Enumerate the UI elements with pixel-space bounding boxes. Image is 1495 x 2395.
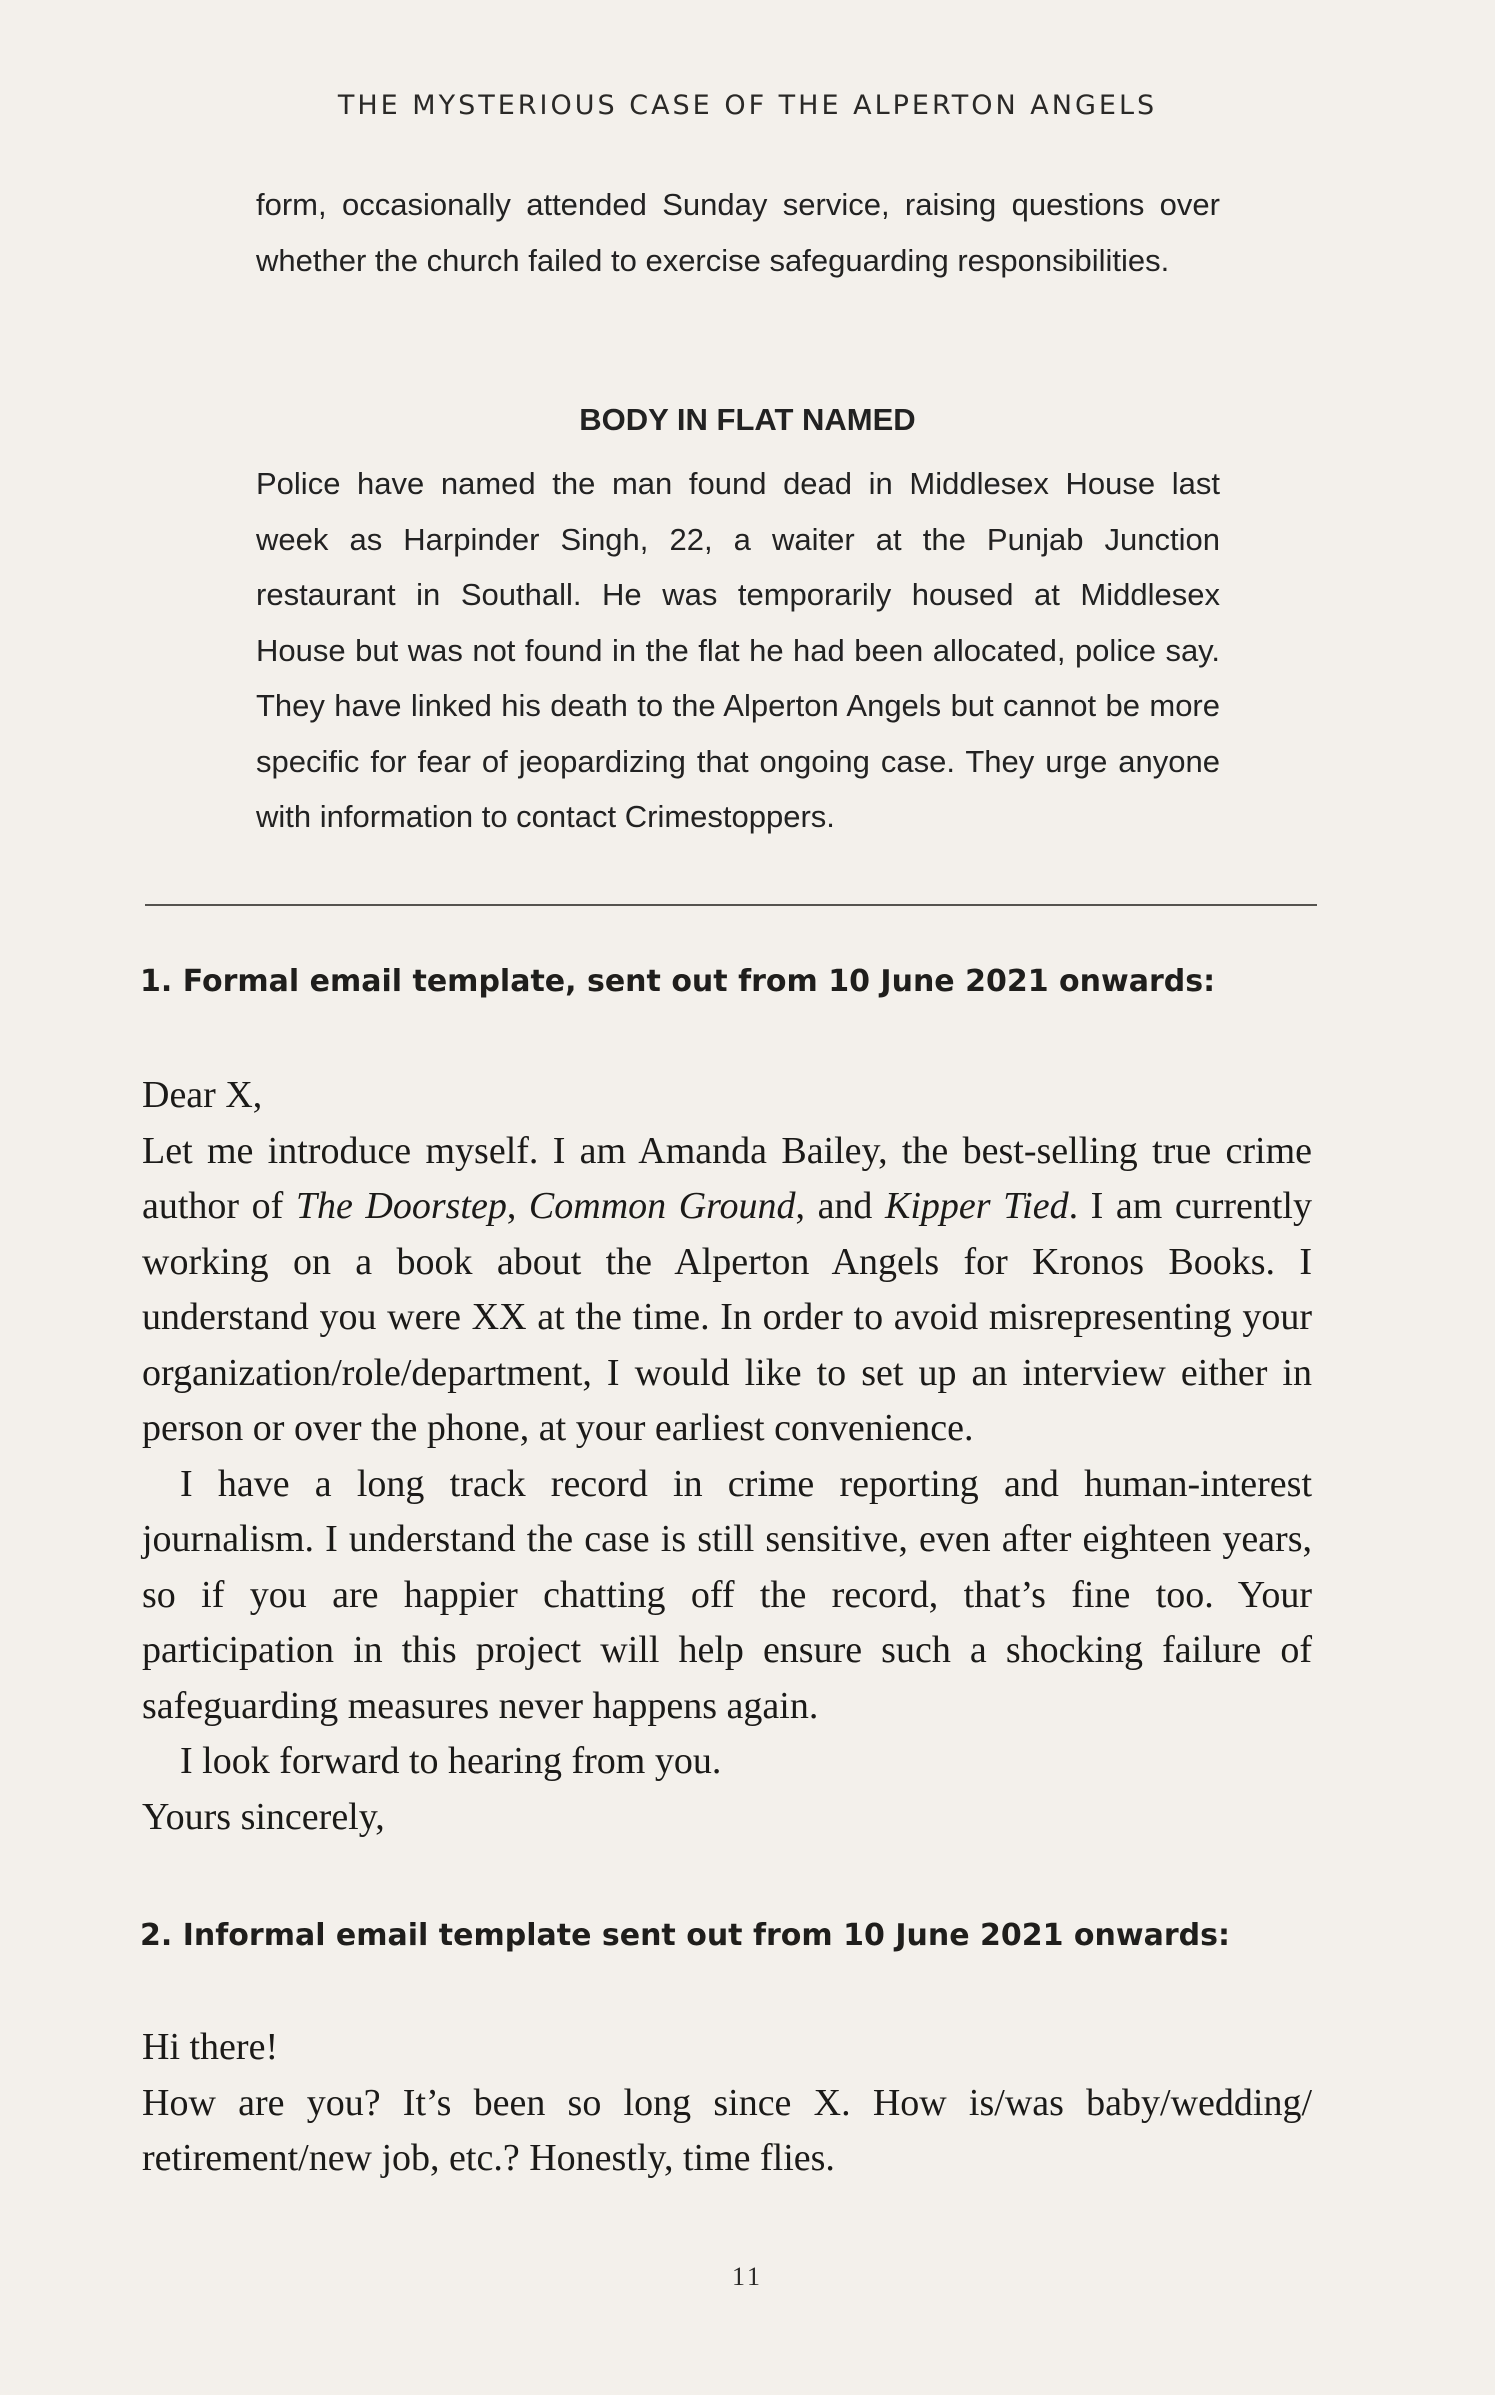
informal-email-greeting: Hi there! xyxy=(142,2026,279,2068)
formal-email-paragraph-2: I have a long track record in crime reporting and human-interest journalism. I understand the case is still sensitive, even after eighteen years, so if you are happier chatting off the record, that’s fine too. Your participation in this project will help ensure such a shocking failure of safeguarding measures never happens again. xyxy=(142,1462,1312,1727)
news-article-body: Police have named the man found dead in Middlesex House last week as Harpinder Singh, 22, a waiter at the Punjab Junction restaurant in Southall. He was temporarily housed at Middlesex House but was not found in the flat he had been allocated, police say. They have linked his death to the Alperton Angels but cannot be more specific for fear of jeopardizing that ongoing case. They urge anyone with information to contact Crimestoppers. xyxy=(256,466,1220,834)
formal-email-signoff: Yours sincerely, xyxy=(142,1795,385,1838)
formal-email-paragraph-1: Let me introduce myself. I am Amanda Bailey, the best-selling true crime author of The Doorstep, Common Ground, and Kipper Tied. I am currently working on a book about the Alperton Angels for Kronos Books. I understand you were XX at the time. In order to avoid misrepresenting your organization/role/department, I would like to set up an interview either in person or over the phone, at your earliest convenience. xyxy=(142,1129,1312,1449)
informal-email-body xyxy=(142,2020,1312,2187)
formal-email-paragraph-3: I look forward to hearing from you. xyxy=(180,1740,722,1782)
book-title-the-doorstep: The Doorstep xyxy=(295,1185,507,1227)
news-continued-text: form, occasionally attended Sunday service, raising questions over whether the church failed to exercise safeguarding responsibilities. xyxy=(256,187,1220,278)
section-divider xyxy=(145,904,1317,906)
book-title-kipper-tied: Kipper Tied xyxy=(885,1185,1069,1227)
running-head: THE MYSTERIOUS CASE OF THE ALPERTON ANGELS xyxy=(337,90,1158,121)
formal-email-body xyxy=(142,1068,1312,1845)
informal-email-label: 2. Informal email template sent out from 10 June 2021 onwards: xyxy=(140,1918,1230,1953)
page-number: 11 xyxy=(731,2262,764,2291)
formal-email-greeting: Dear X, xyxy=(142,1074,263,1116)
informal-email-paragraph-1: How are you? It’s been so long since X. How is/was baby/wedding/ retirement/new job, etc.? Honestly, time flies. xyxy=(142,2081,1312,2179)
news-continued xyxy=(256,177,1220,288)
news-article xyxy=(256,456,1220,845)
news-article-heading: BODY IN FLAT NAMED xyxy=(579,402,916,437)
formal-email-label: 1. Formal email template, sent out from 10 June 2021 onwards: xyxy=(140,964,1216,999)
book-title-common-ground: Common Ground xyxy=(528,1185,796,1227)
